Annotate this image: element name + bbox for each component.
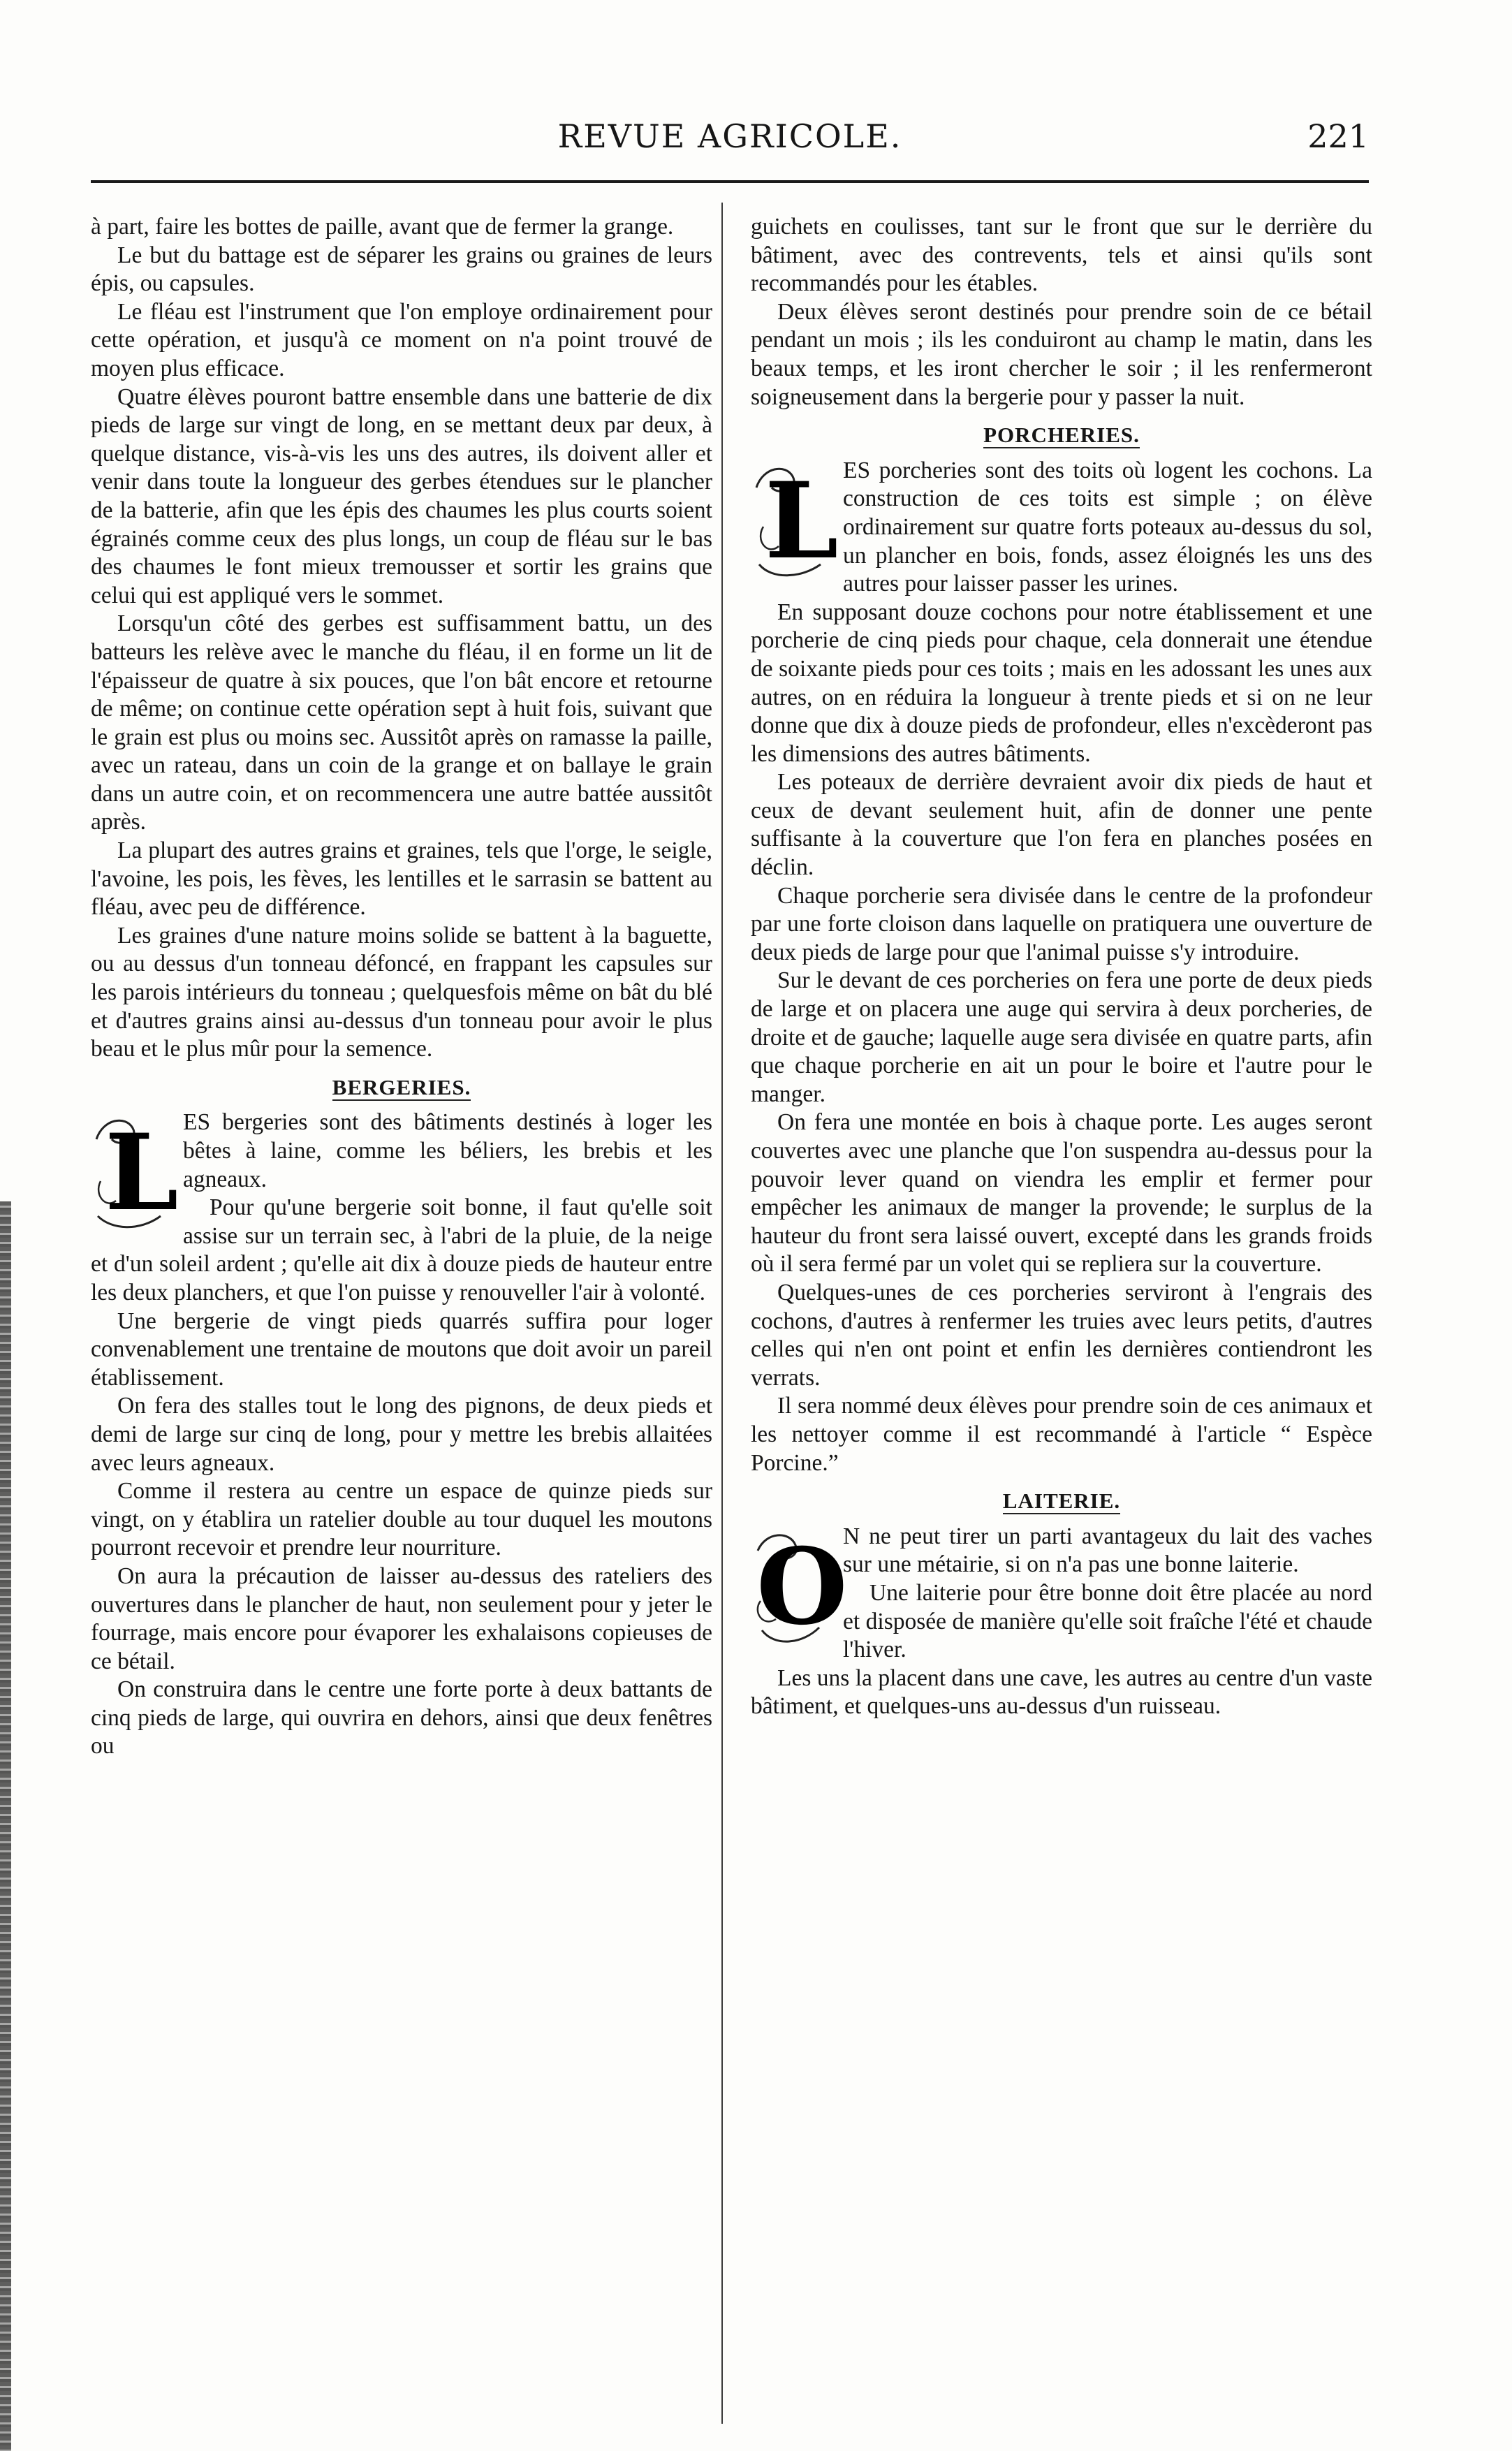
section-heading-bergeries: BERGERIES. <box>332 1074 471 1099</box>
paragraph: Sur le devant de ces porcheries on fera une porte de deux pieds de large et on placera une auge qui servira à deux porcheries, de droite et de gauche; laquelle auge sera divisée en quatre parts, afin que chaque porcherie en ait un pour le boire et l'autre pour le manger. <box>751 967 1372 1107</box>
paragraph: Comme il restera au centre un espace de quinze pieds sur vingt, on y établira un ratelier double au tour duquel les moutons pourront recevoir et prendre leur nourriture. <box>91 1478 712 1561</box>
paragraph: La plupart des autres grains et graines, tels que l'orge, le seigle, l'avoine, les pois, les fèves, les lentilles et le sarrasin se battent au fléau, avec peu de différence. <box>91 837 712 921</box>
paragraph: On aura la précaution de laisser au-dessus des rateliers des ouvertures dans le plancher de haut, non seulement pour y jeter le fourrage, mais encore pour évaporer les exhalaisons copieuses de ce bétail. <box>91 1563 712 1674</box>
paragraph: On fera une montée en bois à chaque porte. Les auges seront couvertes avec une planche que l'on suspendra au-dessus pour la pouvoir lever quand on viendra les emplir et fermer pour empêcher les animaux de manger la provende; le surplus de la hauteur du front sera laissé ouvert, excepté dans les grands froids où il sera fermé par un volet qui se repliera sur la couverture. <box>751 1109 1372 1278</box>
svg-text:L: L <box>105 1111 179 1235</box>
page-header <box>91 117 1369 180</box>
paragraph: guichets en coulisses, tant sur le front que sur le derrière du bâtiment, avec des contrevents, tels et ainsi qu'ils sont recommandés pour les étables. <box>751 214 1372 297</box>
left-column <box>91 213 712 2413</box>
paragraph: Il sera nommé deux élèves pour prendre soin de ces animaux et les nettoyer comme il est recommandé à l'article “ Espèce Porcine.” <box>751 1393 1372 1476</box>
section-heading-porcheries: PORCHERIES. <box>983 423 1140 448</box>
ornamental-dropcap-icon <box>91 1111 179 1238</box>
paragraph: Chaque porcherie sera divisée dans le centre de la profondeur par une forte cloison dans laquelle on pratiquera une ouverture de deux pieds de large pour que l'animal puisse s'y introduire. <box>751 882 1372 965</box>
paragraph: En supposant douze cochons pour notre établissement et une porcherie de cinq pieds pour chaque, cela donnerait une étendue de soixante pieds pour ces toits ; mais en les adossant les unes aux autres, on en réduira la longueur à trente pieds et si on ne leur donne que dix à douze pieds de profondeur, elles n'excèderont pas les dimensions des autres bâtiments. <box>751 599 1372 767</box>
svg-text:O: O <box>756 1525 848 1648</box>
paragraph: Le but du battage est de séparer les grains ou graines de leurs épis, ou capsules. <box>91 242 712 297</box>
paragraph: On construira dans le centre une forte porte à deux battants de cinq pieds de large, qui ouvrira en dehors, ainsi que deux fenêtres ou <box>91 1676 712 1759</box>
paragraph: Le fléau est l'instrument que l'on employe ordinairement pour cette opération, et jusqu'à ce moment on n'a point trouvé de moyen plus efficace. <box>91 298 712 381</box>
paragraph: Les poteaux de derrière devraient avoir dix pieds de haut et ceux de devant seulement huit, afin de donner une pente suffisante à la couverture que l'on fera en planches posées en déclin. <box>751 769 1372 881</box>
paragraph: Quatre élèves pouront battre ensemble dans une batterie de dix pieds de large sur vingt de long, en se mettant deux par deux, à quelque distance, vis-à-vis les uns des autres, ils doivent aller et venir dans toute la longueur des gerbes étendues sur le plancher de la batterie, afin que les épis des chaumes les plus courts soient égrainés comme ceux des plus longs, un coup de fléau sur le bas des chaumes le font mieux tremousser et sortir les grains que celui qui est appliqué vers le sommet. <box>91 383 712 608</box>
paragraph: ES bergeries sont des bâtiments destinés à loger les bêtes à laine, comme les béliers, les brebis et les agneaux. <box>183 1109 712 1192</box>
header-rule <box>91 180 1369 183</box>
paragraph: Lorsqu'un côté des gerbes est suffisamment battu, un des batteurs les relève avec le manche du fléau, il en forme un lit de l'épaisseur de quatre à six pouces, que l'on bât encore et retourne de même; on continue cette opération sept à huit fois, suivant que le grain est plus ou moins sec. Aussitôt après on ramasse la paille, avec un rateau, dans un coin de la grange et on ballaye le grain dans un autre coin, et on recommencera une autre battée aussitôt après. <box>91 610 712 835</box>
ornamental-dropcap-icon <box>751 1525 848 1653</box>
right-column <box>751 213 1372 2413</box>
paragraph: Deux élèves seront destinés pour prendre soin de ce bétail pendant un mois ; ils les conduiront au champ le matin, dans les beaux temps, et les iront chercher le soir ; il les renfermeront soigneusement dans la bergerie pour y passer la nuit. <box>751 298 1372 410</box>
column-separator <box>721 203 723 2424</box>
paragraph: Quelques-unes de ces porcheries serviront à l'engrais des cochons, d'autres à renfermer les truies avec leurs petits, d'autres celles qui n'en ont point et enfin les dernières contiendront les verrats. <box>751 1279 1372 1391</box>
page-number: 221 <box>1307 117 1369 155</box>
paragraph: Une laiterie pour être bonne doit être placée au nord et disposée de manière qu'elle soit fraîche l'été et chaude l'hiver. <box>843 1579 1372 1663</box>
svg-text:L: L <box>765 459 839 583</box>
paragraph: à part, faire les bottes de paille, avant que de fermer la grange. <box>91 214 674 240</box>
section-heading-laiterie: LAITERIE. <box>1002 1488 1121 1514</box>
paragraph: ES porcheries sont des toits où logent les cochons. La construction de ces toits est simple ; on élève ordinairement sur quatre forts poteaux au-dessus du sol, un plancher en bois, fonds, assez éloignés les uns des autres pour laisser passer les urines. <box>843 457 1372 597</box>
paragraph: Les uns la placent dans une cave, les autres au centre d'un vaste bâtiment, et quelques-uns au-dessus d'un ruisseau. <box>751 1665 1372 1720</box>
paragraph: On fera des stalles tout le long des pignons, de deux pieds et demi de large sur cinq de long, pour y mettre les brebis allaitées avec leurs agneaux. <box>91 1393 712 1476</box>
paragraph: N ne peut tirer un parti avantageux du lait des vaches sur une métairie, si on n'a pas une bonne laiterie. <box>843 1523 1372 1578</box>
scan-edge-shadow <box>0 1201 11 2451</box>
paragraph: Une bergerie de vingt pieds quarrés suffira pour loger convenablement une trentaine de moutons que doit avoir un pareil établissement. <box>91 1308 712 1391</box>
paragraph: Les graines d'une nature moins solide se battent à la baguette, ou au dessus d'un tonneau défoncé, en frappant les capsules sur les parois intérieurs du tonneau ; quelquesfois même on bât du blé et d'autres grains ainsi au-dessus d'un tonneau pour avoir le plus beau et le plus mûr pour la semence. <box>91 922 712 1062</box>
paragraph: Pour qu'une bergerie soit bonne, il faut qu'elle soit assise sur un terrain sec, à l'abri de la pluie, de la neige et d'un soleil ardent ; qu'elle ait dix à douze pieds de hauteur entre les deux planchers, et que l'on puisse y renouveller l'air à volonté. <box>91 1194 712 1305</box>
running-title: REVUE AGRICOLE. <box>557 117 902 155</box>
ornamental-dropcap-icon <box>751 459 839 587</box>
